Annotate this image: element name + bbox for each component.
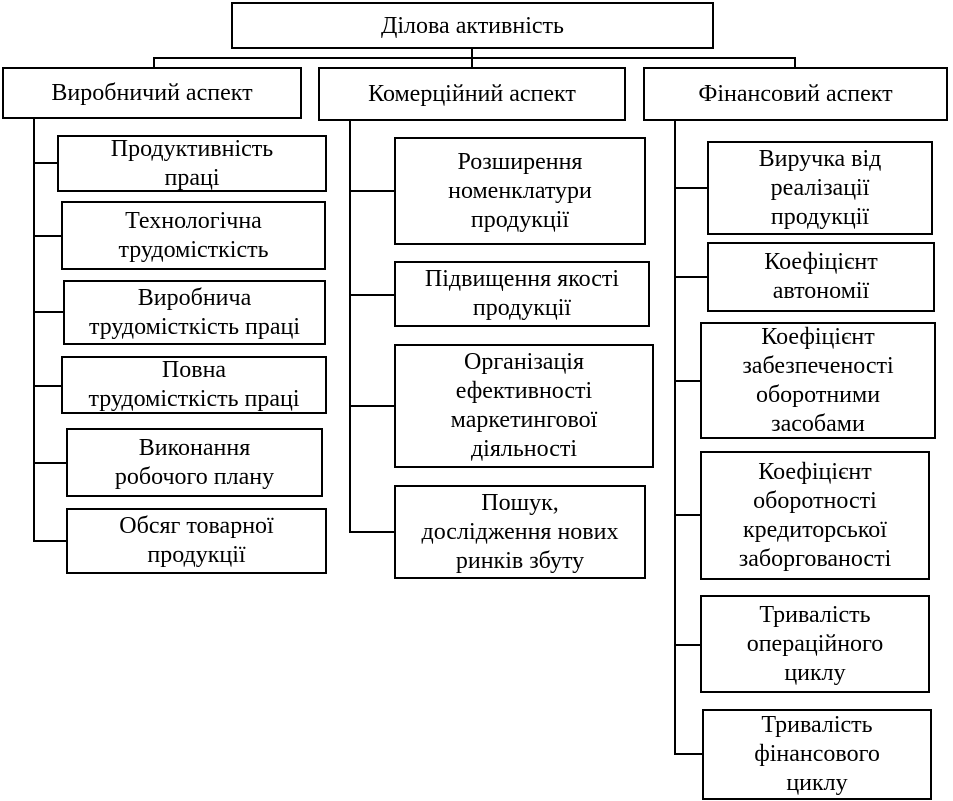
aspect-commercial: Комерційний аспект — [318, 67, 626, 121]
indicator-box: Коефіцієнт забезпеченості оборотними засобами — [700, 322, 936, 439]
connector-line — [674, 120, 676, 754]
connector-line — [33, 235, 62, 237]
aspect-production: Виробничий аспект — [2, 67, 302, 119]
connector-line — [33, 162, 58, 164]
indicator-box: Підвищення якості продукції — [394, 261, 650, 327]
indicator-box: Повна трудомісткість праці — [61, 356, 327, 414]
connector-line — [349, 120, 351, 532]
indicator-box: Тривалість операційного циклу — [700, 595, 930, 693]
indicator-box: Технологічна трудомісткість — [61, 201, 326, 270]
connector-line — [33, 118, 35, 542]
connector-line — [674, 187, 708, 189]
indicator-box: Коефіцієнт автономії — [707, 242, 935, 312]
indicator-box: Розширення номенклатури продукції — [394, 137, 646, 245]
connector-line — [674, 380, 701, 382]
connector-line — [33, 311, 64, 313]
indicator-box: Коефіцієнт оборотності кредиторської заборгованості — [700, 451, 930, 580]
indicator-box: Виручка від реалізації продукції — [707, 141, 933, 235]
connector-line — [153, 57, 795, 59]
indicator-box: Тривалість фінансового циклу — [702, 709, 932, 800]
connector-line — [349, 190, 395, 192]
indicator-box: Виробнича трудомісткість праці — [63, 280, 326, 345]
aspect-financial: Фінансовий аспект — [643, 67, 948, 121]
indicator-box: Пошук, дослідження нових ринків збуту — [394, 485, 646, 579]
connector-line — [674, 753, 703, 755]
indicator-box: Виконання робочого плану — [66, 428, 323, 497]
indicator-box: Обсяг товарної продукції — [66, 508, 327, 574]
connector-line — [33, 540, 67, 542]
connector-line — [674, 644, 701, 646]
connector-line — [349, 294, 395, 296]
connector-line — [33, 385, 62, 387]
root-node: Ділова активність — [231, 2, 714, 49]
indicator-box: Організація ефективності маркетингової діяльності — [394, 344, 654, 468]
connector-line — [349, 531, 395, 533]
connector-line — [674, 276, 708, 278]
connector-line — [674, 514, 701, 516]
indicator-box: Продуктивність праці — [57, 135, 327, 192]
connector-line — [349, 405, 395, 407]
connector-line — [33, 462, 67, 464]
